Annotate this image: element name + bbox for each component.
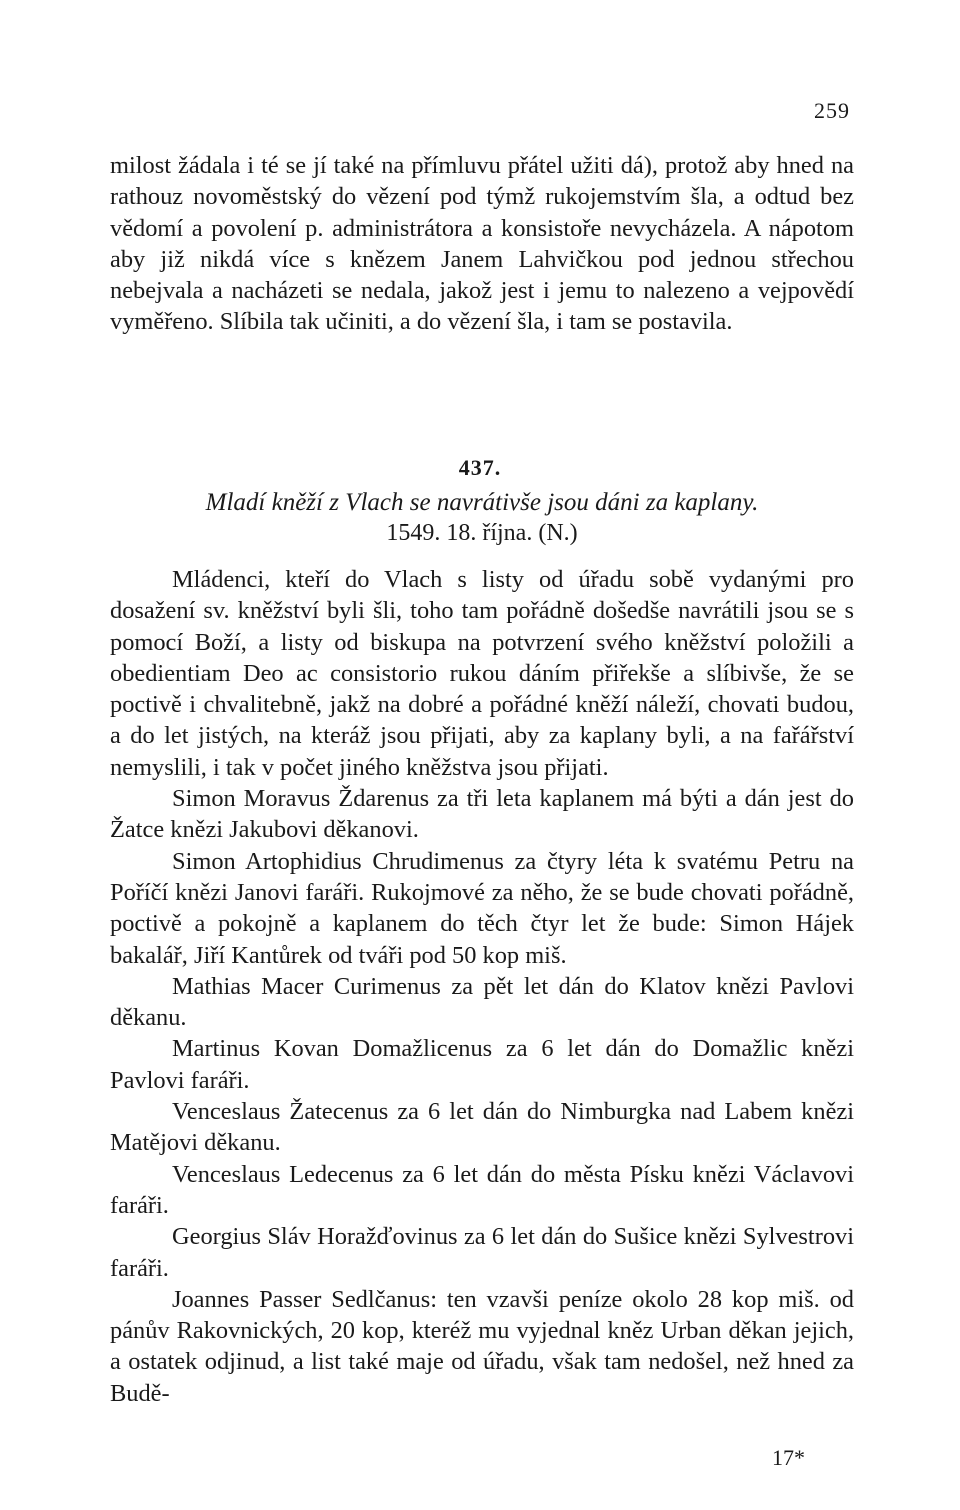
section-body: [110, 564, 854, 1409]
paragraph: Martinus Kovan Domažlicenus za 6 let dán do Domažlic knězi Pavlovi faráři.: [110, 1035, 854, 1094]
paragraph: Joannes Passer Sedlčanus: ten vzavši peníze okolo 28 kop miš. od pánův Rakovnických, 20 kop, kteréž mu vyjednal kněz Urban děkan jejich, a ostatek odjinud, a list také maje od úřadu, však tam nedošel, než hned za Budě-: [110, 1285, 854, 1407]
paragraph: Venceslaus Žatecenus za 6 let dán do Nimburgka nad Labem knězi Matějovi děkanu.: [110, 1098, 854, 1157]
top-paragraph: milost žádala i té se jí také na přímluvu přátel užiti dá), protož aby hned na rathouz novoměstský do vězení pod týmž rukojemstvím šla, a odtud bez vědomí a povolení p. administrátora a konsistoře nevycházela. A nápotom aby již nikdá více s knězem Janem Lahvičkou pod jednou střechou nebejvala a nacházeti se nedala, jakož jest i jemu to nalezeno a vejpovědí vyměřeno. Slíbila tak učiniti, a do vězení šla, i tam se postavila.: [110, 152, 854, 336]
top-paragraph-block: [110, 150, 854, 338]
paragraph: Venceslaus Ledecenus za 6 let dán do města Písku knězi Václavovi faráři.: [110, 1160, 854, 1219]
section-number: 437.: [458, 455, 502, 480]
page-number: 259: [814, 98, 850, 123]
paragraph: Mládenci, kteří do Vlach s listy od úřadu sobě vydanými pro dosažení sv. kněžství byli šli, toho tam pořádně došedše navrátili jsou se s pomocí Boží, a listy od biskupa na potvrzení svého kněžství položili a obedientiam Deo ac consistorio rukou dáním přiřekše a slíbivše, že se poctivě i chvalitebně, jakž na dobré a pořádné kněží náleží, chovati budou, a do let jistých, na kteráž jsou přijati, aby za kaplany byli, a na fařářství nemyslili, i tak v počet jiného kněžstva jsou přijati.: [110, 566, 854, 781]
paragraph: Simon Moravus Ždarenus za tři leta kaplanem má býti a dán jest do Žatce knězi Jakubovi děkanovi.: [110, 785, 854, 844]
signature-mark: 17*: [772, 1445, 805, 1470]
paragraph: Georgius Sláv Horažďovinus za 6 let dán do Sušice knězi Sylvestrovi faráři.: [110, 1223, 854, 1282]
paragraph: Mathias Macer Curimenus za pět let dán do Klatov knězi Pavlovi děkanu.: [110, 972, 854, 1032]
section-title: Mladí kněží z Vlach se navrátivše jsou dáni za kaplany.: [205, 489, 759, 516]
paragraph: Simon Artophidius Chrudimenus za čtyry léta k svatému Petru na Poříčí knězi Janovi faráři. Rukojmové za něho, že se bude chovati pořádně, poctivě a pokojně a kaplanem do těch čtyr let že bude: Simon Hájek bakalář, Jiří Kantůrek od tváři pod 50 kop miš.: [110, 847, 854, 969]
section-date: 1549. 18. října. (N.): [386, 520, 578, 546]
